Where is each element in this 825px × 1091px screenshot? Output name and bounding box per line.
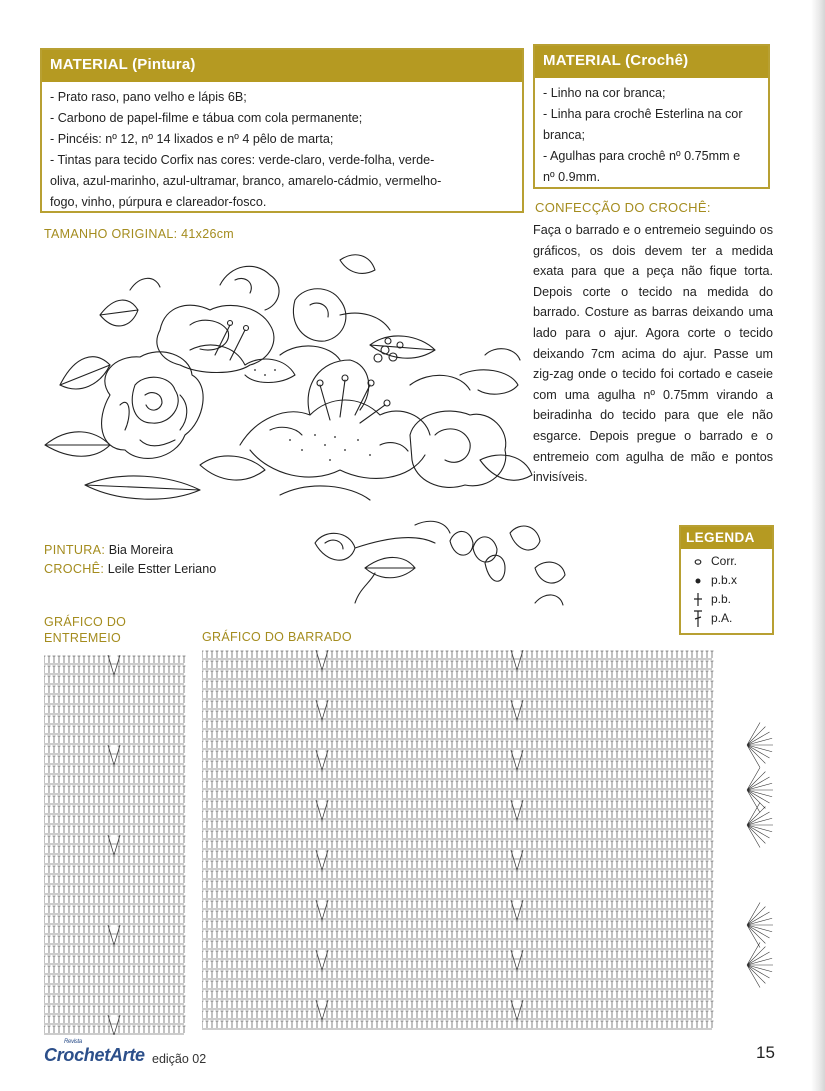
tamanho-value: 41x26cm [181, 227, 234, 241]
material-pintura-item: fogo, vinho, púrpura e clareador-fosco. [50, 195, 267, 209]
material-pintura-item: - Prato raso, pano velho e lápis 6B; [50, 90, 247, 104]
floral-line-drawing [40, 245, 535, 510]
grafico-entremeio-label [44, 614, 126, 646]
rose-right-outline [410, 349, 520, 488]
credit-pintura-name: Bia Moreira [108, 543, 174, 557]
material-pintura-item: - Pincéis: nº 12, nº 14 lixados e nº 4 pêlo de marta; [50, 132, 334, 146]
page-edge-shadow [811, 0, 825, 1091]
material-croche-subtitle: (Crochê) [625, 52, 689, 69]
leaves-outline [45, 255, 532, 500]
tulip-line-drawing [305, 513, 570, 613]
double-crochet-t-icon [689, 609, 707, 628]
material-pintura-box [40, 48, 524, 213]
tamanho-label: TAMANHO ORIGINAL: [44, 227, 178, 241]
material-croche-item: branca; [543, 128, 586, 142]
legend-label-corr: Corr. [711, 554, 738, 568]
credit-pintura [44, 541, 216, 560]
material-croche-box [533, 44, 770, 189]
material-croche-title: MATERIAL [543, 52, 621, 69]
rosebud-outline [280, 289, 390, 360]
credit-croche-label: CROCHÊ: [44, 562, 105, 576]
legend-label-pa: p.A. [711, 611, 733, 625]
lily-outline [240, 360, 430, 478]
material-croche-item: - Linho na cor branca; [543, 86, 666, 100]
material-pintura-item: oliva, azul-marinho, azul-ultramar, branco, amarelo-cádmio, vermelho- [50, 174, 442, 188]
credit-croche-name: Leile Estter Leriano [107, 562, 217, 576]
credits [44, 541, 216, 579]
magazine-logo [44, 1039, 145, 1066]
tamanho-original [44, 227, 234, 241]
dot-icon [689, 571, 707, 590]
material-croche-item: - Agulhas para crochê nº 0.75mm e [543, 149, 741, 163]
legend-box [679, 525, 774, 635]
legend-item-corr [681, 552, 772, 571]
credit-croche [44, 560, 216, 579]
confeccao-text: Faça o barrado e o entremeio seguindo os gráficos, os dois devem ter a medida exata para que a peça não fique torta. Depois corte o tecido na medida do barrado. Costure as barras deixando uma lado para o ajur. Agora corte o tecido deixando 7cm acima do ajur. Passe um zig-zag onde o tecido foi cortado e caseie com uma agulha nº 0.75mm virando a beiradinha do tecido para que ele não esgarce. Depois pregue o barrado e o entremeio com agulha de mão e pontos invisíveis. [533, 223, 773, 485]
legend-title: LEGENDA [681, 527, 772, 549]
single-crochet-cross-icon [689, 590, 707, 609]
material-pintura-item: - Tintas para tecido Corfix nas cores: verde-claro, verde-folha, verde- [50, 153, 435, 167]
material-croche-item: nº 0.9mm. [543, 170, 601, 184]
credit-pintura-label: PINTURA: [44, 543, 106, 557]
edition-label: edição 02 [152, 1052, 207, 1066]
page-number: 15 [756, 1043, 775, 1062]
grafico-barrado-label: GRÁFICO DO BARRADO [202, 630, 352, 644]
entremeio-crochet-chart [44, 655, 186, 1035]
material-croche-list [535, 78, 768, 194]
material-pintura-title: MATERIAL [50, 56, 128, 73]
material-pintura-header [42, 50, 522, 82]
legend-item-pb [681, 590, 772, 609]
material-pintura-subtitle: (Pintura) [132, 56, 196, 73]
magazine-logo-text: CrochetArte [44, 1045, 145, 1065]
grafico-entremeio-label-line1: GRÁFICO DO [44, 615, 127, 629]
legend-item-pbx [681, 571, 772, 590]
barrado-crochet-chart [202, 650, 777, 1030]
confeccao-title: CONFECÇÃO DO CROCHÊ: [535, 200, 711, 215]
material-pintura-list [42, 82, 522, 219]
legend-label-pb: p.b. [711, 592, 732, 606]
rose-top-outline [157, 266, 279, 372]
magazine-logo-small: Revista [64, 1039, 82, 1045]
chain-oval-icon [689, 552, 707, 571]
legend-item-pa [681, 609, 772, 628]
grafico-entremeio-label-line2: ENTREMEIO [44, 631, 122, 645]
material-pintura-item: - Carbono de papel-filme e tábua com cola permanente; [50, 111, 363, 125]
material-croche-item: - Linha para crochê Esterlina na cor [543, 107, 743, 121]
legend-label-pbx: p.b.x [711, 573, 738, 587]
material-croche-header [535, 46, 768, 78]
lily-upper-outline [190, 321, 295, 383]
